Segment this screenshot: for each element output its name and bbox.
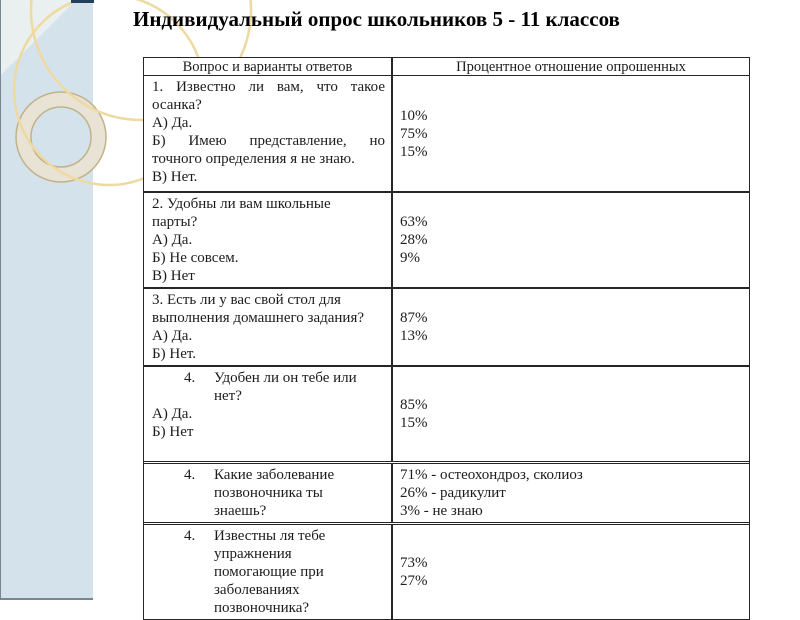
question-line: заболеваниях (214, 582, 300, 598)
question-line: 2. Удобны ли вам школьные (152, 196, 331, 212)
question-line: точного определения я не знаю. (152, 151, 355, 167)
question-line: Б) Нет. (152, 346, 197, 362)
list-number: 4. (184, 528, 196, 544)
question-line: знаешь? (214, 503, 267, 519)
list-number: 4. (184, 467, 196, 483)
slide-title: Индивидуальный опрос школьников 5 - 11 классов (133, 7, 620, 31)
question-line: Б) Не совсем. (152, 250, 239, 266)
percent-value: 71% - остеохондроз, сколиоз (400, 467, 583, 483)
percent-value: 26% - радикулит (400, 485, 506, 501)
percent-value: 75% (400, 125, 428, 142)
percent-cell (393, 76, 749, 191)
question-line: Б) Нет (152, 424, 194, 440)
percent-cell (393, 367, 749, 461)
percent-cell (393, 464, 749, 522)
table-row (144, 76, 749, 191)
question-line: выполнения домашнего задания? (152, 310, 365, 326)
question-line: осанка? (152, 97, 202, 113)
donut-ring-inner (31, 107, 91, 167)
table-row (144, 287, 749, 365)
question-line: А) Да. (152, 406, 193, 422)
percent-cell (393, 289, 749, 365)
question-cell (144, 525, 393, 619)
percent-value: 3% - не знаю (400, 503, 483, 519)
percent-value: 15% (400, 143, 428, 160)
corner-triangle (1, 0, 76, 75)
question-line: 3. Есть ли у вас свой стол для (152, 292, 341, 308)
question-line: помогающие при (214, 564, 324, 580)
question-cell (144, 76, 393, 191)
question-line: А) Да. (152, 328, 193, 344)
table-row (144, 365, 749, 461)
question-cell (144, 193, 393, 287)
percent-value: 9% (400, 250, 420, 266)
percent-cell (393, 193, 749, 287)
question-line: 1. Известно ли вам, что такое (152, 79, 385, 95)
percent-value: 28% (400, 232, 428, 248)
percent-value: 15% (400, 415, 428, 431)
question-line: 4. Удобен ли он тебе или (184, 370, 357, 386)
percent-value: 87% (400, 310, 428, 326)
percent-value: 27% (400, 573, 428, 589)
question-cell (144, 464, 393, 522)
question-line: позвоночника ты (214, 485, 323, 501)
percent-cell (393, 525, 749, 619)
question-line: упражнения (214, 546, 292, 562)
percent-value: 73% (400, 555, 428, 571)
question-line: 4. Какие заболевание (184, 467, 335, 483)
left-decoration-band (0, 0, 93, 600)
navy-accent-bar (71, 0, 94, 3)
table-body (144, 76, 749, 619)
list-number: 4. (184, 370, 196, 386)
percent-value: 10% (400, 107, 428, 124)
rings-ornament-icon (1, 0, 94, 600)
question-cell (144, 289, 393, 365)
question-line: нет? (214, 388, 242, 404)
question-line: 4. Известны ля тебе (184, 528, 326, 544)
question-line: В) Нет. (152, 169, 198, 185)
table-row (144, 461, 749, 522)
question-line: А) Да. (152, 232, 193, 248)
question-line: позвоночника? (214, 600, 310, 616)
question-line: Б) Имею представление, но (152, 133, 385, 149)
table-row (144, 522, 749, 619)
percent-value: 85% (400, 397, 428, 413)
survey-table (143, 57, 750, 620)
question-line: А) Да. (152, 115, 193, 131)
question-line: парты? (152, 214, 198, 230)
percent-value: 63% (400, 214, 428, 230)
table-row (144, 191, 749, 287)
question-cell (144, 367, 393, 461)
question-line: В) Нет (152, 268, 195, 284)
column-header-question: Вопрос и варианты ответов (144, 58, 393, 75)
table-header-row (144, 58, 749, 76)
column-header-percent: Процентное отношение опрошенных (456, 59, 686, 75)
percent-value: 13% (400, 328, 428, 344)
